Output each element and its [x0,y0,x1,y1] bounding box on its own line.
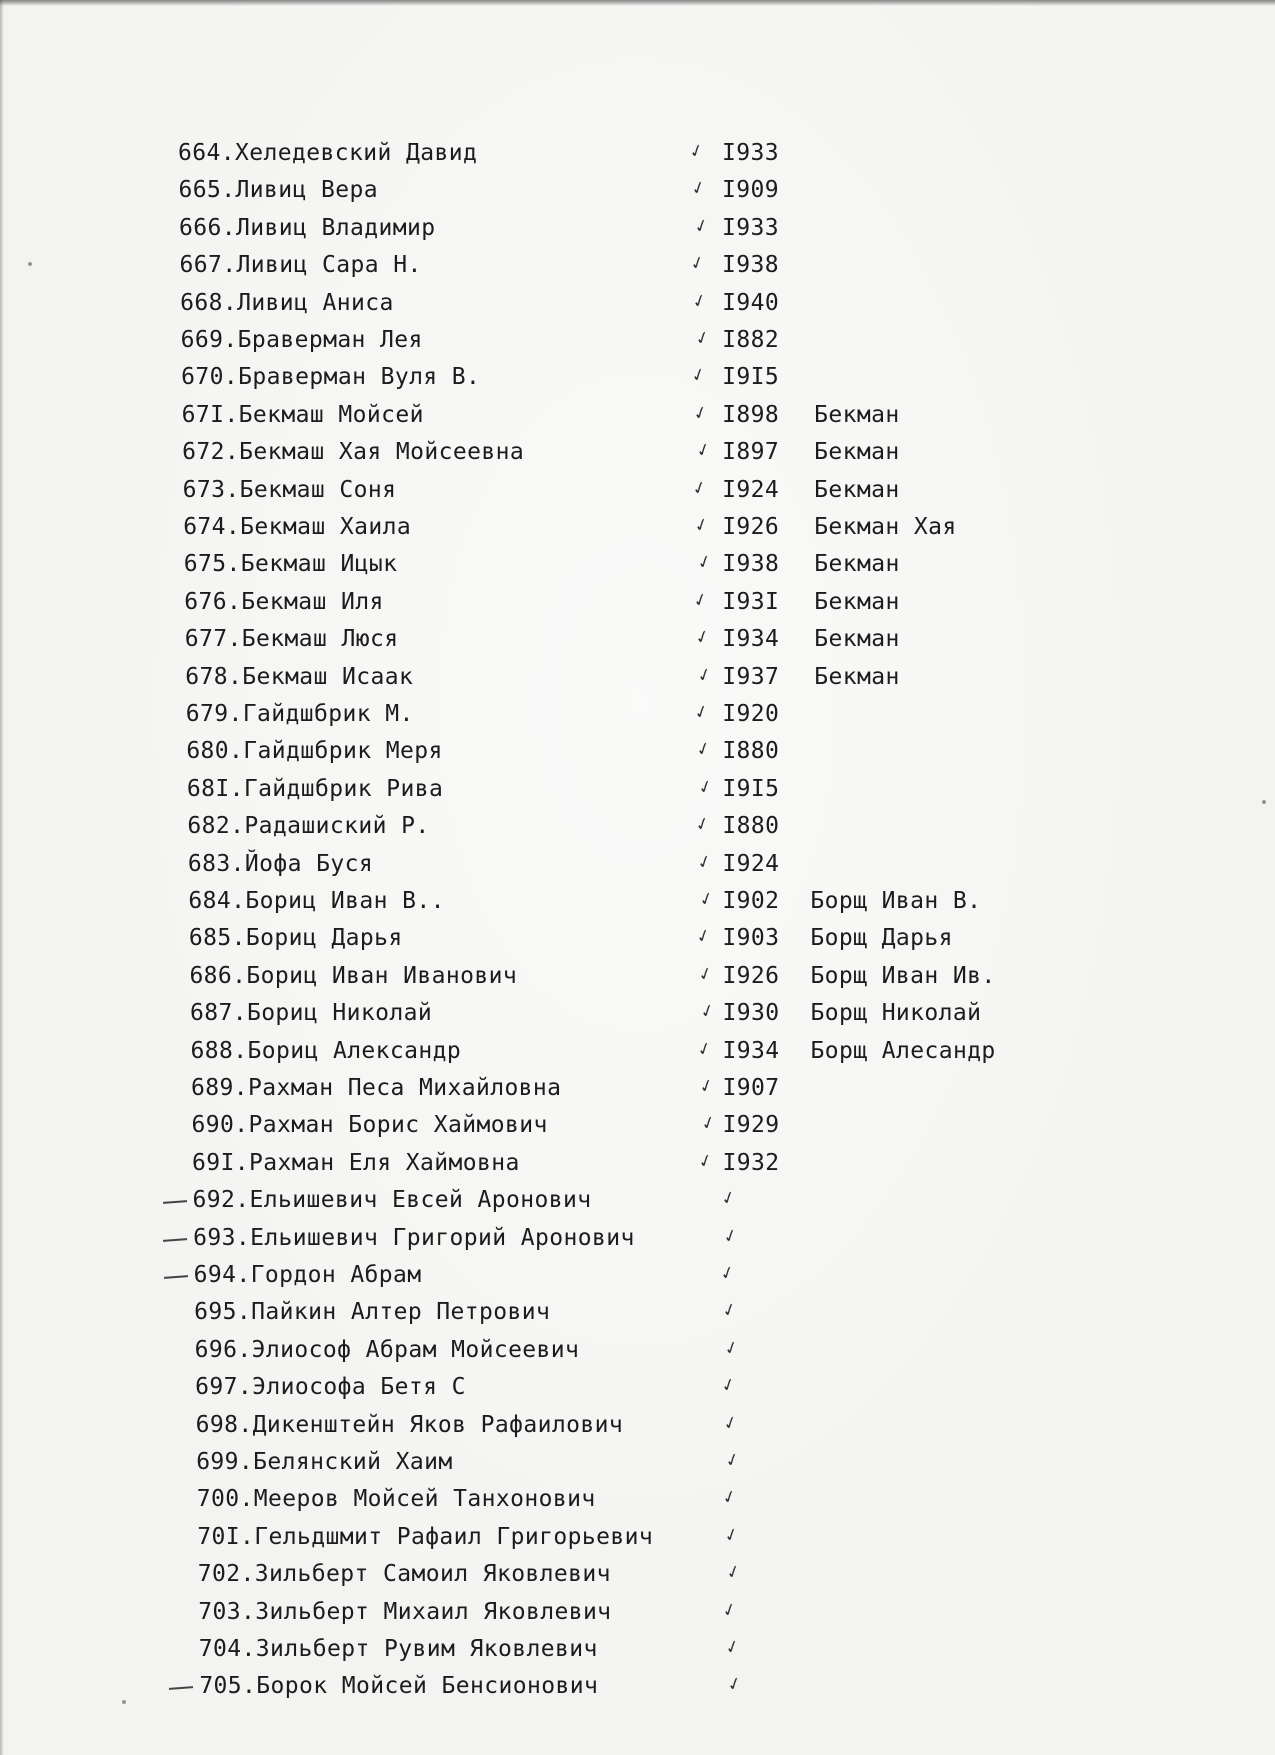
list-item [193,1221,1275,1259]
list-item [190,1034,1275,1072]
birth-year: I924 [722,476,780,503]
scan-mark [28,262,32,266]
alternate-spelling: Бекман [814,551,900,578]
check-mark-icon: ✓ [696,884,717,912]
list-item [197,1557,1275,1595]
alternate-spelling: Борщ Иван В. [810,888,982,914]
margin-dash [169,1687,193,1691]
check-mark-icon: ✓ [695,1146,715,1174]
check-mark-icon: ✓ [694,847,714,874]
scan-top-edge [0,0,1275,6]
check-mark-icon: ✓ [698,1109,719,1136]
alternate-spelling: Борщ Дарья [810,925,953,952]
check-mark-icon: ✓ [692,622,712,650]
person-entry: 674.Бекмаш Хаила [183,514,412,540]
person-entry: 702.Зильберт Самоил Яковлевич [197,1561,611,1588]
list-item [185,697,1275,735]
person-entry: 692.Ельишевич Евсей Аронович [192,1187,592,1214]
list-item [197,1520,1275,1558]
check-mark-icon: ✓ [692,809,712,837]
person-entry: 68I.Гайдшбрик Рива [186,775,444,802]
person-entry: 666.Ливиц Владимир [179,214,436,241]
birth-year: I920 [722,701,780,727]
list-item [186,735,1275,772]
list-item [184,622,1275,660]
list-item [192,1146,1275,1184]
check-mark-icon: ✓ [720,1408,740,1435]
margin-dash [163,1238,187,1242]
birth-year: I9I5 [722,364,780,391]
person-entry: 703.Зильберт Михаил Яковлевич [198,1598,612,1625]
birth-year: I909 [722,177,780,204]
alternate-spelling: Борщ Алесандр [810,1037,996,1064]
check-mark-icon: ✓ [721,1333,742,1361]
check-mark-icon: ✓ [719,1296,739,1323]
check-mark-icon: ✓ [693,435,713,463]
check-mark-icon: ✓ [717,1258,737,1286]
person-entry: 664.Хеледевский Давид [178,140,478,166]
alternate-spelling: Бекман [814,588,900,615]
check-mark-icon: ✓ [694,1034,714,1061]
birth-year: I934 [722,1037,780,1064]
list-item [194,1296,1275,1333]
birth-year: I9I5 [722,775,780,802]
person-entry: 677.Бекмаш Люся [184,626,399,653]
list-item [189,996,1275,1034]
birth-year: I938 [722,551,780,578]
person-entry: 672.Бекмаш Хая Мойсеевна [182,439,525,466]
person-entry: 705.Борок Мойсей Бенсионович [199,1673,599,1700]
check-mark-icon: ✓ [693,922,713,949]
check-mark-icon: ✓ [688,361,708,388]
check-mark-icon: ✓ [689,286,710,313]
list-item [181,361,1275,398]
list-item [194,1333,1275,1371]
list-item [179,211,1275,249]
person-entry: 683.Йофа Буся [187,850,374,877]
birth-year: I926 [722,962,780,989]
check-mark-icon: ✓ [724,1670,744,1697]
check-mark-icon: ✓ [723,1557,743,1585]
birth-year: I898 [722,401,780,428]
birth-year: I940 [722,289,780,316]
list-item [191,1109,1275,1146]
birth-year: I93I [722,588,780,615]
person-entry: 700.Мееров Мойсей Танхонович [196,1486,596,1513]
alternate-spelling: Бекман [814,626,900,653]
person-entry: 699.Белянский Хаим [196,1449,453,1475]
check-mark-icon: ✓ [696,772,716,800]
check-mark-icon: ✓ [695,660,715,687]
check-mark-icon: ✓ [690,585,710,613]
list-item [193,1258,1275,1296]
list-item [196,1445,1275,1483]
scan-left-edge [0,0,4,1755]
list-item [188,884,1275,922]
person-entry: 690.Рахман Борис Хаймович [191,1112,548,1139]
list-item [178,174,1275,211]
list-item [188,922,1275,959]
list-item [182,435,1275,473]
birth-year: I882 [722,327,780,353]
birth-year: I880 [722,738,780,765]
person-entry: 685.Бориц Дарья [188,925,403,952]
alternate-spelling: Бекман [814,401,900,428]
person-entry: 684.Бориц Иван В.. [188,888,445,914]
birth-year: I933 [722,214,780,241]
list-item [198,1595,1275,1633]
scan-mark [122,1700,126,1704]
list-item [196,1483,1275,1520]
list-item [180,286,1275,324]
check-mark-icon: ✓ [692,323,712,351]
check-mark-icon: ✓ [718,1183,738,1211]
person-entry: 665.Ливиц Вера [178,177,378,204]
birth-year: I933 [722,140,779,166]
check-mark-icon: ✓ [693,735,713,762]
person-entry: 670.Браверман Вуля В. [181,364,481,391]
alternate-spelling: Бекман Хая [814,514,957,540]
check-mark-icon: ✓ [722,1445,743,1473]
person-entry: 688.Бориц Александр [190,1037,462,1064]
scan-mark [1262,800,1266,804]
birth-year: I934 [722,626,780,653]
birth-year: I930 [722,1000,780,1027]
check-mark-icon: ✓ [720,1221,741,1248]
list-item [178,136,1275,174]
list-item [186,772,1275,810]
check-mark-icon: ✓ [691,697,711,725]
list-item [184,585,1275,623]
person-entry: 675.Бекмаш Ицык [183,551,398,578]
list-item [192,1183,1275,1221]
alternate-spelling: Борщ Иван Ив. [810,962,996,989]
margin-dash [164,1275,188,1279]
birth-year: I897 [722,439,780,466]
check-mark-icon: ✓ [687,248,707,276]
list-item [191,1071,1275,1109]
check-mark-icon: ✓ [691,510,712,538]
alternate-spelling: Борщ Николай [810,1000,982,1027]
check-mark-icon: ✓ [691,211,711,239]
list-item [199,1670,1275,1707]
alternate-spelling: Бекман [814,476,900,503]
list-item [187,847,1275,885]
check-mark-icon: ✓ [720,1595,740,1622]
list-item [180,323,1275,361]
person-entry: 693.Ельишевич Григорий Аронович [193,1224,635,1251]
list-item [182,473,1275,511]
check-mark-icon: ✓ [718,1370,738,1398]
check-mark-icon: ✓ [695,959,715,987]
person-entry: 696.Элиософ Абрам Мойсеевич [194,1336,580,1363]
margin-dash [163,1200,187,1204]
person-entry: 69I.Рахман Еля Хаймовна [192,1149,520,1176]
person-entry: 67I.Бекмаш Мойсей [181,401,424,428]
person-entry: 686.Бориц Иван Иванович [189,962,518,989]
person-entry: 679.Гайдшбрик М. [185,701,414,727]
list-item [183,548,1275,585]
list-item [183,510,1275,548]
person-entry: 694.Гордон Абрам [193,1262,422,1288]
person-entry: 704.Зильберт Рувим Яковлевич [198,1636,598,1662]
check-mark-icon: ✓ [686,136,706,164]
person-entry: 676.Бекмаш Иля [184,588,384,615]
person-entry: 667.Ливиц Сара Н. [179,252,422,279]
list-item [198,1632,1275,1670]
birth-year: I926 [722,514,780,540]
person-entry: 695.Пайкин Алтер Петрович [194,1299,551,1326]
list-item [187,809,1275,847]
list-item [195,1408,1275,1446]
person-entry: 678.Бекмаш Исаак [185,663,414,690]
check-mark-icon: ✓ [719,1483,739,1510]
person-entry: 697.Элиософа Бетя С [195,1374,466,1401]
birth-year: I938 [722,252,780,279]
person-entry: 680.Гайдшбрик Меря [186,738,443,765]
birth-year: I902 [722,888,780,914]
person-entry: 668.Ливиц Аниса [180,289,394,316]
birth-year: I929 [722,1112,780,1139]
person-entry: 70I.Гельдшмит Рафаил Григорьевич [197,1523,654,1550]
alternate-spelling: Бекман [814,663,900,690]
check-mark-icon: ✓ [688,174,709,201]
birth-year: I907 [722,1075,780,1101]
birth-year: I924 [722,850,780,877]
alternate-spelling: Бекман [814,439,900,466]
check-mark-icon: ✓ [722,1632,742,1660]
person-entry: 689.Рахман Песа Михайловна [191,1075,562,1101]
check-mark-icon: ✓ [694,548,714,575]
list-item [189,959,1275,997]
list-item [195,1370,1275,1408]
person-entry: 669.Браверман Лея [180,327,423,353]
list-item [181,398,1275,436]
person-entry: 698.Дикенштейн Яков Рафаилович [195,1411,624,1438]
check-mark-icon: ✓ [689,473,709,500]
person-entry: 687.Бориц Николай [189,1000,433,1027]
birth-year: I880 [722,813,780,840]
birth-year: I937 [722,663,780,690]
check-mark-icon: ✓ [721,1520,741,1548]
birth-year: I903 [722,925,780,952]
list-item [185,660,1275,698]
person-entry: 673.Бекмаш Соня [182,476,397,503]
check-mark-icon: ✓ [696,1071,716,1099]
list-item [179,248,1275,286]
person-entry: 682.Радашиский Р. [187,813,430,840]
check-mark-icon: ✓ [697,996,718,1024]
check-mark-icon: ✓ [690,398,711,426]
birth-year: I932 [722,1149,780,1176]
